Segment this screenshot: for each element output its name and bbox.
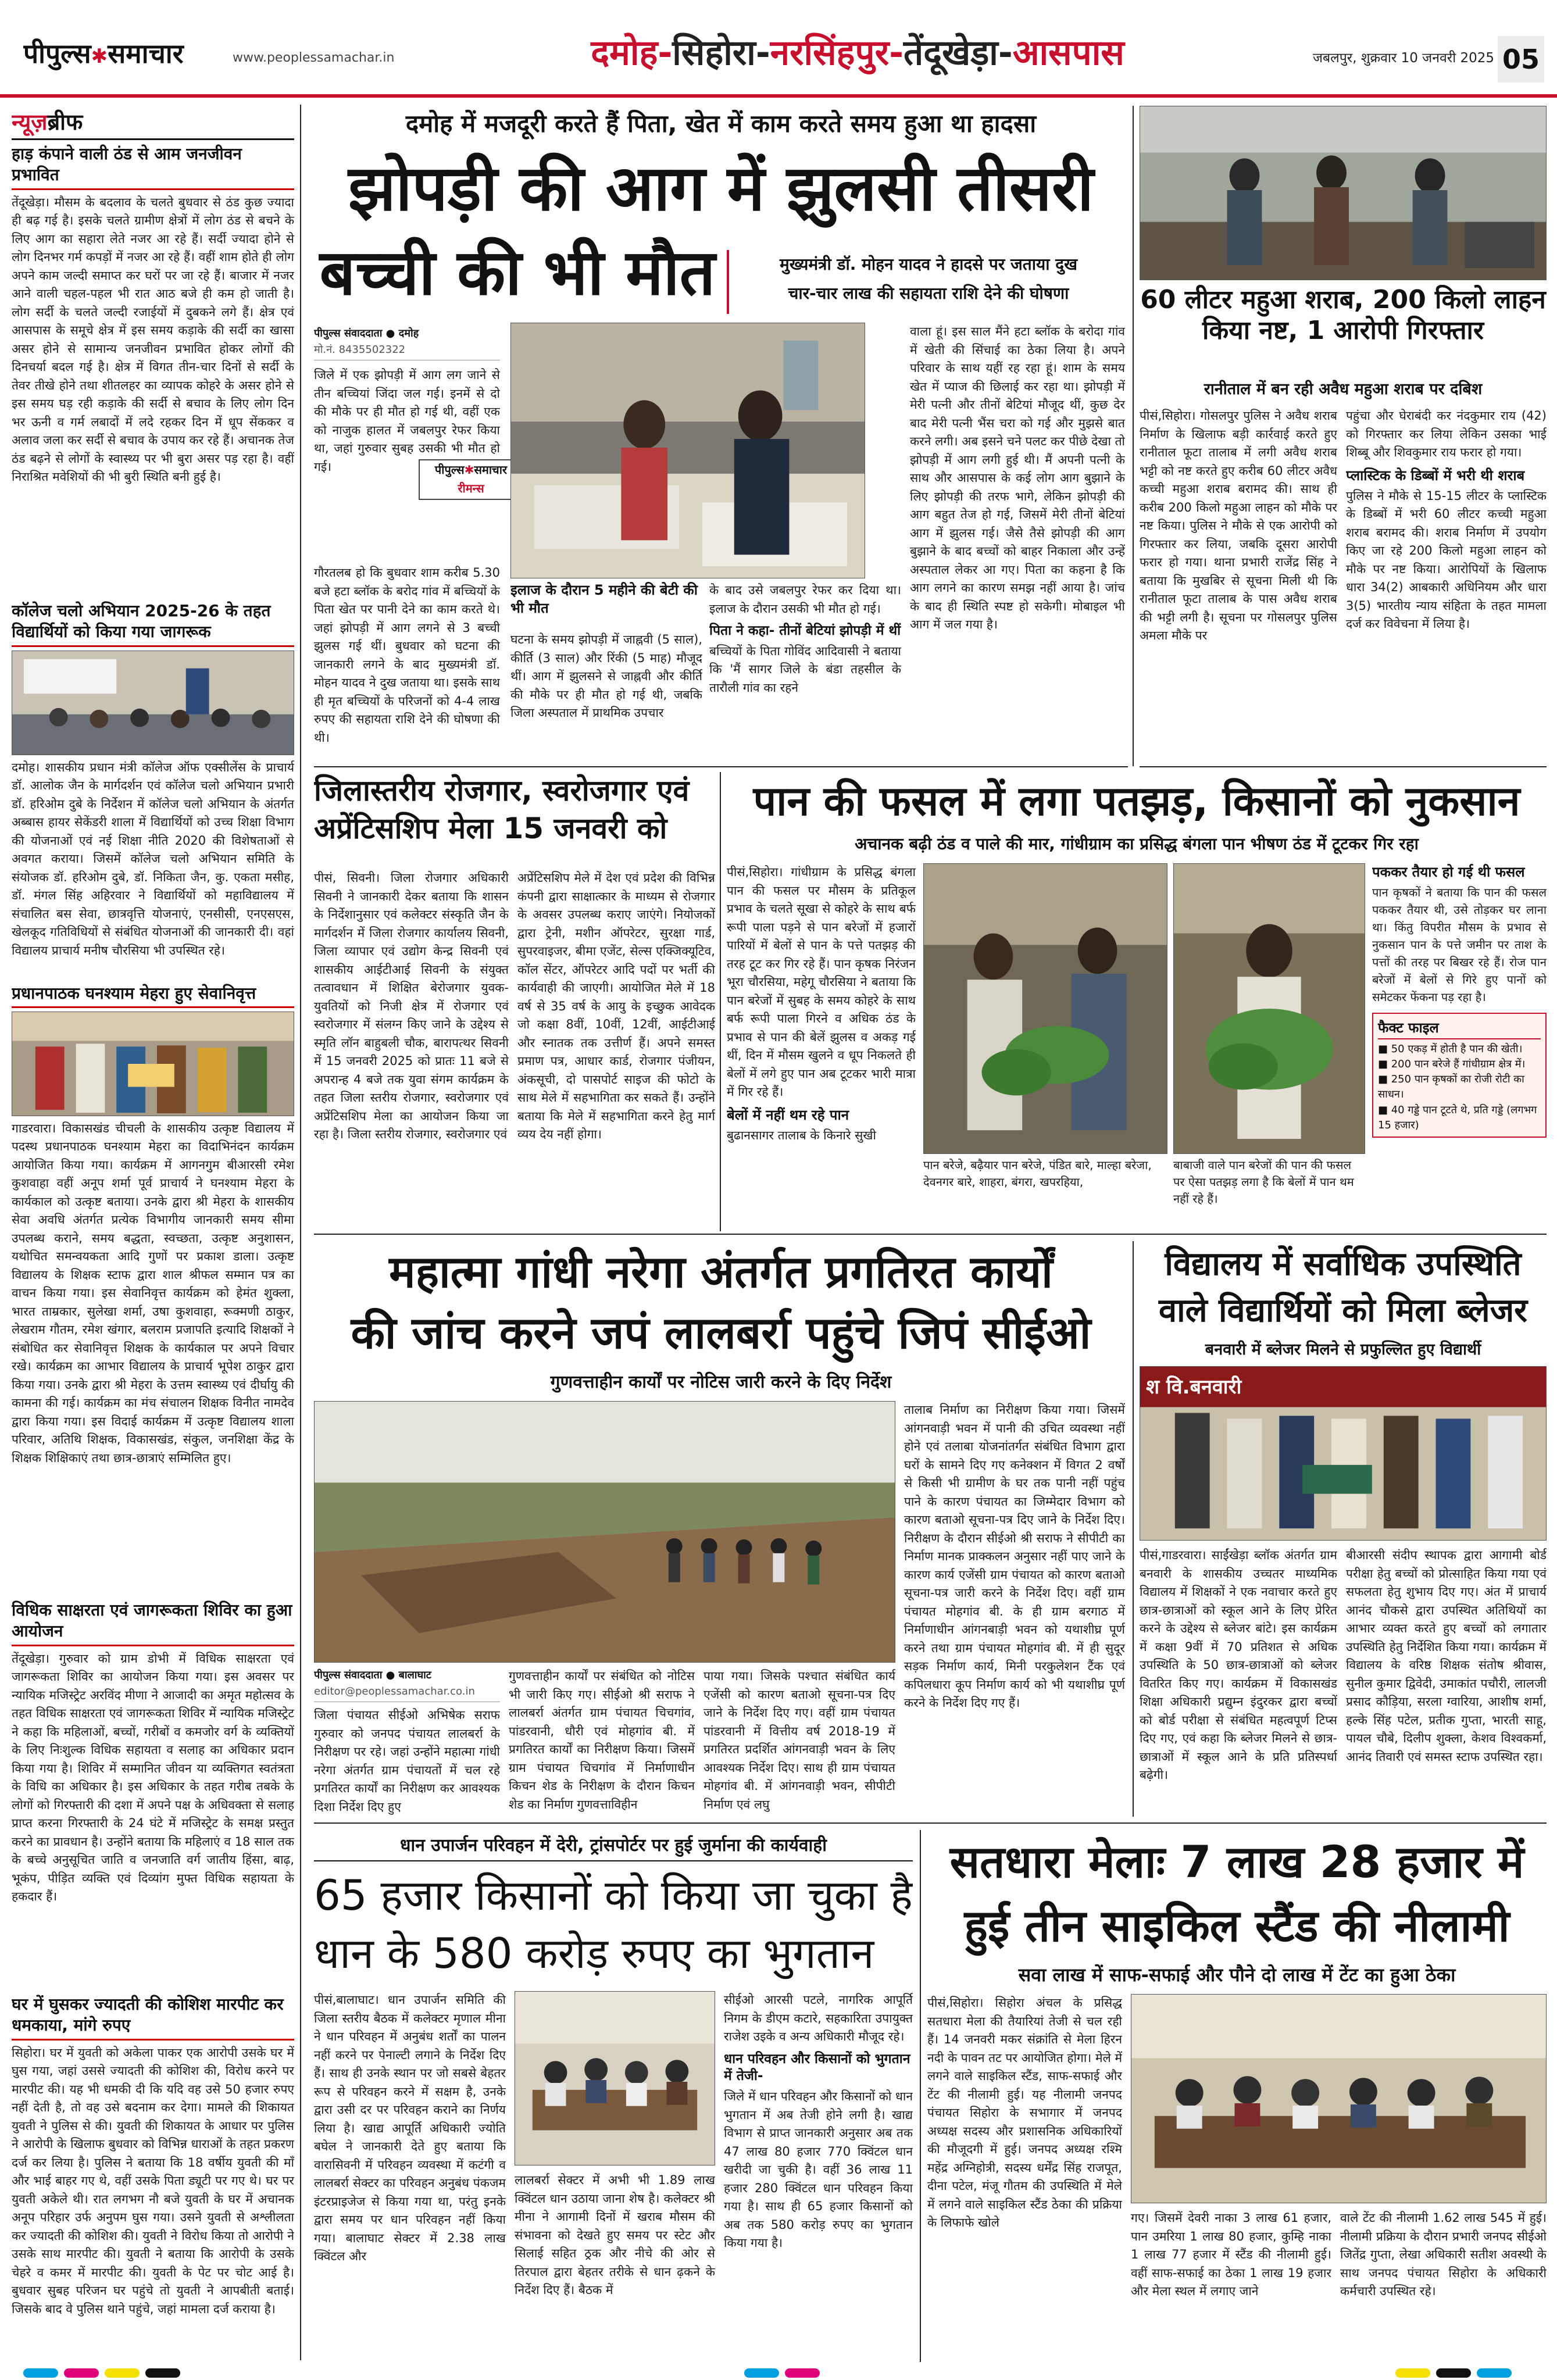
brief-text-legal-camp: तेंदूखेड़ा। गुरुवार को ग्राम डोभी में विधिक साक्षरता एवं जागरूकता शिविर का आयोजन किया गया। इस अवसर पर न्यायिक मजिस्ट्रेट अरविंद मीणा ने आजादी का अमृत महोत्सव के तहत विधिक साक्षरता एवं जागरूकता शिविर में न्यायिक मजिस्ट्रेट ने कहा कि महिलाओं, बच्चों, गरीबों व कमजोर वर्ग के व्यक्तियों के लिए निःशुल्क विधिक सहायता व सलाह का अधिकार प्रदान किया गया है। शिविर में सम्मानित जीवन या व्यक्तिगत स्वतंत्रता के विधि का अधिकार है। इस अधिकार के तहत गरीब तबके के लोगों को गिरफ्तारी की दशा में अपने पक्ष के अधिवक्ता से सलाह प्राप्त करना गिरफ्तारी के 24 घंटे में मजिस्ट्रेट के समक्ष प्रस्तुत करने का प्रावधान है। उन्होंने बताया कि महिलाएं व 18 साल तक के बच्चे अनुसूचित जाति व जनजाति वर्ग जातीय हिंसा, बाढ़, भूकंप, पीड़ित व्यक्ति एवं दिव्यांग मुफ्त विधिक सहायता के हकदार हैं। — [12, 1651, 294, 1904]
dhan-col3 — [724, 1991, 913, 2363]
nrega-byline-email[interactable]: editor@peoplessamachar.co.in — [314, 1685, 475, 1698]
photo-caption-hospital: इलाज के दौरान 5 महीने की बेटी की भी मौत — [510, 582, 698, 617]
sidehead-line2: चार-चार लाख की सहायता राशि देने की घोषणा — [788, 284, 1069, 303]
left-column-rule — [300, 105, 301, 2360]
paan-headline: पान की फसल में लगा पतझड़, किसानों को नुकसान — [753, 777, 1520, 825]
fire-col3 — [709, 581, 901, 763]
reg-swatch — [744, 2368, 779, 2378]
fire-story-sidehead — [727, 250, 1128, 314]
reg-swatch — [1436, 2368, 1471, 2378]
nrega-col1: जिला पंचायत सीईओ अभिषेक सराफ गुरुवार को जनपद पंचायत लालबर्रा के निरीक्षण पर रहे। जहां उन्होंने महात्मा गांधी नरेगा अंतर्गत ग्राम पंचायतों में चल रहे प्रगतिरत कार्यों का निरीक्षण कर आवश्यक दिशा निर्देश दिए हुए — [314, 1708, 500, 1814]
badge-a: पीपुल्स — [434, 463, 465, 477]
reg-swatch — [145, 2368, 180, 2378]
section-title — [500, 27, 1215, 79]
photo-blazer-distribution — [1140, 1366, 1547, 1541]
logo-left: पीपुल्स — [23, 38, 91, 69]
issue-date: जबलपुर, शुक्रवार 10 जनवरी 2025 — [1312, 51, 1494, 66]
mid-rule — [314, 1234, 1547, 1235]
paan-side-subhead: पककर तैयार हो गई थी फसल — [1372, 864, 1525, 880]
fact-file-box — [1372, 1013, 1547, 1138]
satdhara-headline-line1: सतधारा मेलाः 7 लाख 28 हजार में — [949, 1836, 1524, 1888]
page-number: 05 — [1498, 36, 1544, 83]
photo-college-classroom — [12, 651, 294, 755]
liquor-headline: 60 लीटर महुआ शराब, 200 किलो लाहन किया नष्ट, 1 आरोपी गिरफ्तार — [1140, 285, 1546, 345]
dhan-right-rule — [920, 1830, 921, 2362]
liquor-subhead: रानीताल में बन रही अवैध महुआ शराब पर दबिश — [1204, 380, 1483, 398]
liquor-col2 — [1346, 407, 1547, 763]
nrega-headline-line2: की जांच करने जपं लालबर्रा पहुंचे जिपं सीईओ — [351, 1307, 1091, 1359]
photo-dhan-meeting — [515, 1991, 715, 2165]
section-narsinghpur: नरसिंहपुर- — [770, 33, 904, 73]
badge-c: रीमन्स — [458, 481, 484, 495]
paan-col1-subhead: बेलों में नहीं थम रहे पान — [727, 1106, 849, 1123]
fire-col4: वाला हूं। इस साल मैंने हटा ब्लॉक के बरोदा गांव में खेती की सिंचाई का ठेका लिया है। अपने परिवार के साथ यहीं रह रहा हूं। शाम के समय खेत में प्याज की छिलाई कर रहा था। झोपड़ी में मेरी पत्नी और तीनों बेटियां मौजूद थीं, कुछ देर बाद मेरी पत्नी भैंस चरा को गई और मुझसे बात करने लगी। अब इसने चने पलट कर पीछे देखा तो झोपड़ी में आग लगी हुई थी। मैं अपनी पत्नी के साथ और आसपास के कई लोग आग बुझाने के लिए झोपड़ी की तरफ भागे, लेकिन झोपड़ी की आग बहुत तेज हो गई, जिसमें मेरी तीनों बेटियां आग में झुलस गई। जैसे तैसे झोपड़ी की आग बुझाने के बाद बच्चों को बाहर निकाला और उन्हें अस्पताल लेकर आ गए। पिता का कहना है कि आग लगने का कारण समझ नहीं आया है। जांच के बाद ही स्थिति स्पष्ट हो सकेगी। मोबाइल भी आग में जल गया है। — [910, 324, 1125, 631]
liquor-col1: पीसं,सिहोरा। गोसलपुर पुलिस ने अवैध शराब निर्माण के खिलाफ बड़ी कार्रवाई करते हुए रानीताल फूटा तालाब में लगी अवैध शराब भट्टी को नष्ट करते हुए करीब 60 लीटर अवैध कच्ची महुआ शराब बरामद की। साथ ही करीब 200 किलो महुआ लाहन को मौके पर नष्ट किया। पुलिस ने मौके से एक आरोपी को गिरफ्तार कर लिया, जबकि दूसरा आरोपी फरार हो गया। थाना प्रभारी राजेंद्र सिंह ने बताया कि मुखबिर से सूचना मिली थी कि रानीताल फूटा तालाब के पास अवैध शराब की भट्टी लगी है। सूचना पर गोसलपुर पुलिस अमला मौके पर — [1140, 409, 1337, 642]
logo-right: समाचार — [108, 38, 184, 69]
blazer-headline-line2: वाले विद्यार्थियों को मिला ब्लेजर — [1158, 1292, 1528, 1330]
right-column-rule — [1133, 106, 1134, 766]
logo-star-icon: ✱ — [91, 45, 108, 68]
brief-headline-legal-camp: विधिक साक्षरता एवं जागरूकता शिविर का हुआ आयोजन — [12, 1600, 294, 1646]
print-registration-bar — [0, 2366, 1557, 2380]
brief-text-retirement: गाडरवारा। विकासखंड चीचली के शासकीय उत्कृष्ट विद्यालय में पदस्थ प्रधानपाठक घनश्याम मेहरा का विदाभिनंदन कार्यक्रम आयोजित किया गया। कार्यक्रम में आगनगुम बीआरसी रमेश कुशवाहा वहीं अनूप शर्मा पूर्व प्राचार्य ने घनश्याम मेहरा के कार्यकाल को उत्कृष्ट बताया। उनके द्वारा श्री मेहरा के शासकीय सेवा अवधि अंतर्गत प्रत्येक विभागीय जानकारी समय सीमा उपलब्ध कराने, समय बद्धता, स्वच्छता, उत्कृष्ट अनुशासन, यथोचित समन्वयकता आदि गुणों पर प्रकाश डाला। उत्कृष्ट विद्यालय के शिक्षक स्टाफ द्वारा शाल श्रीफल सम्मान पत्र का वाचन किया गया। इस सेवानिवृत्त कार्यक्रम को हेमंत शुक्ला, भारत ताम्रकार, सुलेखा शर्मा, उषा कुशवाहा, रूक्मणी ठाकुर, लेखराम गौतम, रमेश खंगार, बलराम प्रजापति इत्यादि शिक्षकों ने संबोधित कर सेवानिवृत्त शिक्षक के कार्यकाल पर अपने विचार रखे। कार्यक्रम का आभार विद्यालय के प्राचार्य भूपेश ठाकुर द्वारा किया गया। उनके द्वारा श्री मेहरा के उत्तम स्वास्थ्य एवं दीर्घायु की कामना की गई। कार्यक्रम का मंच संचालन शिक्षक विनीत नामदेव द्वारा किया गया। इस विदाई कार्यक्रम में उत्कृष्ट विद्यालय शाला परिवार, अतिथि शिक्षक, विकासखंड, संकुल, जनशिक्षा केंद्र के शिक्षक शिक्षिकाएं तथा छात्र-छात्राएं सम्मिलित हुए। — [12, 1121, 294, 1465]
fire-story-byline — [314, 326, 500, 360]
paan-col1-text: पीसं,सिहोरा। गांधीग्राम के प्रसिद्ध बंगला पान की फसल पर मौसम के प्रतिकूल प्रभाव के चलते सूखा से कोहरे के साथ बर्फ रूपी पाला पड़ने से पान बरेजों में हजारों पारियों में बेलों से पान के पत्ते पतझड़ की तरह टूट कर गिर रहे हैं। पान कृषक निरंजन भूरा चौरसिया, महेगू चौरसिया ने बताया कि पान बरेजों में सुबह के समय कोहरे के साथ बर्फ रूपी पाला गिरने व अधिक ठंड के प्रभाव से पान की बेलें झुलस व अकड़ गई थीं, दिन में मौसम खुलने व धूप निकलते ही बेलों में लगे हुए पान अब टूटकर भारी मात्रा में गिर रहे हैं। — [727, 865, 916, 1099]
satdhara-subhead: सवा लाख में साफ-सफाई और पौने दो लाख में टेंट का हुआ ठेका — [1018, 1964, 1456, 1986]
photo-hospital-ward — [510, 323, 865, 578]
rojgar-col1: पीसं, सिवनी। जिला रोजगार अधिकारी सिवनी ने जानकारी देकर बताया कि शासन के निर्देशानुसार एवं कलेक्टर संस्कृति जैन के मार्गदर्शन में जिला रोजगार कार्यालय सिवनी, जिला व्यापार एवं उद्योग केन्द्र सिवनी एवं शासकीय आईटीआई सिवनी के संयुक्त तत्वावधान में शिक्षित बेरोजगार युवक-युवतियों को निजी क्षेत्र में रोजगार एवं स्वरोजगार में संलग्न किए जाने के उद्देश्य से स्मृति लॉन बाहुबली चौक, बारापत्थर सिवनी में 15 जनवरी 2025 को प्रातः 11 बजे से अपरान्ह 4 बजे तक युवा संगम कार्यक्रम के तहत जिला स्तरीय रोजगार, स्वरोजगार एवं अप्रेंटिसशिप मेला का आयोजन किया जा रहा है। जिला स्तरीय रोजगार, स्वरोजगार एवं — [314, 871, 509, 1141]
news-brief-label — [12, 106, 294, 140]
fire-story-headline-line2: बच्ची की भी मौत — [319, 237, 716, 309]
fire-col3-subhead: पिता ने कहा- तीनों बेटियां झोपड़ी में थीं — [709, 623, 901, 638]
blazer-photo-banner: श वि.बनवारी — [1146, 1375, 1242, 1399]
fact-item: ■ 250 पान कृषकों का रोजी रोटी का साधन। — [1378, 1073, 1524, 1101]
reg-swatch — [1395, 2368, 1430, 2378]
liquor-col2-text: पहुंचा और घेराबंदी कर नंदकुमार राय (42) को गिरफ्तार कर लिया लेकिन उसका भाई शिब्बू और शिवकुमार राय फरार हो गया। — [1346, 409, 1547, 459]
paan-side-column — [1372, 863, 1547, 1230]
fact-item: ■ 200 पान बरेजे हैं गांधीग्राम क्षेत्र में। — [1378, 1058, 1526, 1071]
news-brief-column — [12, 106, 294, 2364]
satdhara-col1: पीसं,सिहोरा। सिहोरा अंचल के प्रसिद्ध सतधारा मेला की तैयारियां तेजी से चल रही हैं। 14 जनवरी मकर संक्रांति से मेला हिरन नदी के पावन तट पर आयोजित होगा। मेले में लगने वाले साइकिल स्टैंड, साफ-सफाई और टेंट की नीलामी हुई। यह नीलामी जनपद पंचायत सिहोरा के सभागार में जनपद अध्यक्ष सदस्य और प्रशासनिक अधिकारियों की मौजूदगी में हुई। जनपद अध्यक्ष रश्मि महेंद्र अग्निहोत्री, सदस्य धर्मेंद्र सिंह राजपूत, दीना पटेल, मंजू गौतम की उपस्थिति में मेले में लगने वाले साइकिल स्टैंड ठेका की प्रक्रिया के लिफाफे खोले — [927, 1996, 1122, 2229]
photo-satdhara-auction — [1131, 1994, 1547, 2203]
blazer-subhead: बनवारी में ब्लेजर मिलने से प्रफुल्लित हुए विद्यार्थी — [1205, 1341, 1481, 1359]
paan-side-text: पान कृषकों ने बताया कि पान की फसल पककर तैयार थी, उसे तोड़कर घर लाना था। किंतु विपरीत मौसम के प्रभाव से नुकसान पान के पत्ते जमीन पर ताश के पत्तों की तरह पर बिखर रहे हैं। रोज पान बरेजों में बेलों से गिरे हुए पानों को समेटकर फेंकना पड़ रहा है। — [1372, 885, 1547, 1005]
paan-photo-caption-2: बाबाजी वाले पान बरेजों की पान की फसल पर ऐसा पतझड़ लगा है कि बेलों में पान थम नहीं रहे हैं। — [1173, 1158, 1354, 1206]
nrega-byline-text: पीपुल्स संवाददाता ● बालाघाट — [314, 1669, 431, 1681]
reg-swatch — [1477, 2368, 1512, 2378]
fact-item: ■ 40 गड्डे पान टूटते थे, प्रति गड्डे (लगभग 15 हजार) — [1378, 1103, 1537, 1131]
nrega-subhead: गुणवत्ताहीन कार्यों पर नोटिस जारी करने के दिए निर्देश — [550, 1372, 892, 1392]
blazer-col2: बीआरसी संदीप स्थापक द्वारा आगामी बोर्ड परीक्षा हेतु बच्चों को प्रोत्साहित किया गया एवं सफलता हेतु शुभाय दिए गए। अंत में प्राचार्य आनंद चौकसे द्वारा उपस्थित अतिथियों का आभार व्यक्त करते हुए बच्चों को लगातार उपस्थिति हेतु निर्देशित किया गया। कार्यक्रम में विद्यालय के वरिष्ठ शिक्षक संतोष श्रीवास, सुनील कुमार द्विवेदी, उमाकांत पचौरी, लालजी प्रसाद कौड़िया, सरला ग्वारिया, आशीष शर्मा, हल्के सिंह पटेल, प्रतीक गुप्ता, भारती साहू, पायल चौबे, दिलीप शुक्ला, केशव विश्वकर्मा, आनंद तिवारी एवं समस्त स्टाफ उपस्थित रहा। — [1346, 1548, 1547, 1764]
dhan-col2: लालबर्रा सेक्टर में अभी भी 1.89 लाख क्विंटल धान उठाया जाना शेष है। कलेक्टर श्री मीना ने आगामी दिनों में खराब मौसम की संभावना को देखते हुए समय पर स्टेट और सिलाई सहित ठ्रक और नीचे की ओर से तिरपाल द्वारा बेहतर तरीके से धान ढ़कने के निर्देश दिए हैं। बैठक में — [515, 2173, 715, 2297]
reg-swatch — [105, 2368, 140, 2378]
brief-label-b: ब्रीफ — [47, 109, 83, 135]
section-aaspaas: आसपास — [1012, 33, 1124, 73]
dhan-headline-line2: धान के 580 करोड़ रुपए का भुगतान — [314, 1929, 874, 1978]
masthead — [0, 0, 1557, 98]
satdhara-col2: गए। जिसमें देवरी नाका 3 लाख 61 हजार, पान उमरिया 1 लाख 80 हजार, कुम्हि नाका 1 लाख 77 हजार में स्टैंड की नीलामी हुई। वहीं साफ-सफाई का ठेका 1 लाख 19 हजार और मेला स्थल में लगाए जाने — [1131, 2211, 1331, 2298]
nrega-col2: गुणवत्ताहीन कार्यों पर संबंधित को नोटिस भी जारी किए गए। सीईओ श्री सराफ ने लालबर्रा अंतर्गत ग्राम पंचायत चिचगांव, पांडरवानी, धौरी एवं मोहगांव बी. में प्रगतिरत कार्यों का निरीक्षण किया। जिसमें ग्राम पंचायत चिचगांव में निर्माणाधीन किचन शेड के निरीक्षण के दौरान किचन शेड का निर्माण गुणवत्ताविहीन — [509, 1669, 695, 1811]
photo-retirement-ceremony — [12, 1012, 294, 1116]
blazer-headline-line1: विद्यालय में सर्वाधिक उपस्थिति — [1165, 1245, 1522, 1283]
photo-nrega-site — [314, 1401, 895, 1663]
fire-story-kicker: दमोह में मजदूरी करते हैं पिता, खेत में काम करते समय हुआ था हादसा — [405, 109, 1037, 138]
brief-text-assault: सिहोरा। घर में युवती को अकेला पाकर एक आरोपी उसके घर में घुस गया, जहां उससे ज्यादती की कोशिश की, विरोध करने पर मारपीट की। यह भी धमकी दी कि यदि वह उसे 50 हजार रुपए नहीं देती है, तो वह उसे बदनाम कर देगा। मामले की शिकायत युवती ने पुलिस से की। युवती की शिकायत के आधार पर पुलिस ने आरोपी के खिलाफ बुधवार को विभिन्न धाराओं के तहत प्रकरण दर्ज कर लिया है। पुलिस ने बताया कि 18 वर्षीय युवती की माँ और भाई बाहर गए थे, वहीं उसके पिता ड्यूटी पर गए थे। घर पर युवती अकेले थी। रात लगभग नौ बजे युवती के घर में अचानक अनूप परिहार उर्फ अनुपम घुस गया। उसने युवती से अश्लीलता कर ज्यादती की कोशिश की। युवती ने विरोध किया तो आरोपी ने उसके साथ मारपीट की। युवती ने बताया कि आरोपी के उसके चेहरे व कमर में मारपीट की। युवती के पेट पर चोट आई है। बुधवार सुबह परिजन घर पहुंचे तो युवती ने आपबीती बताई। जिसके बाद वे पुलिस थाने पहुंचे, जहां मामला दर्ज कराया है। — [12, 2045, 294, 2316]
reg-swatch — [785, 2368, 820, 2378]
nrega-right-rule — [1133, 1241, 1134, 1817]
dhan-headline-line1: 65 हजार किसानों को किया जा चुका है — [314, 1871, 913, 1920]
site-url[interactable]: www.peoplessamachar.in — [233, 51, 395, 65]
dhan-col3-subhead: धान परिवहन और किसानों को भुगतान में तेजी- — [724, 2051, 910, 2084]
nrega-col3: पाया गया। जिसके पश्चात संबंधित कार्य एजेंसी को कारण बताओ सूचना-पत्र दिए जाने के निर्देश दिए गए। वहीं ग्राम पंचायत पांडरवानी में वित्तीय वर्ष 2018-19 में प्रगतिरत प्रदर्शित आंगनवाड़ी भवन के लिए आवश्यक निर्देश दिए। साथ ही ग्राम पंचायत मोहगांव बी. में आंगनवाड़ी भवन, सीपीटी निर्माण एवं लघु — [703, 1669, 895, 1811]
fire-story-headline-line1: झोपड़ी की आग में झुलसी तीसरी — [348, 152, 1094, 225]
fact-item: ■ 50 एकड़ में होती है पान की खेती। — [1378, 1043, 1523, 1056]
dhan-col3-text: सीईओ आरसी पटले, नागरिक आपूर्ति निगम के डीएम कटारे, सहकारिता उपायुक्त राजेश उइके व अन्य अधिकारी मौजूद रहे। — [724, 1993, 913, 2043]
blazer-col1: पीसं,गाडरवारा। साईंखेड़ा ब्लॉक अंतर्गत ग्राम बनवारी के शासकीय उच्चतर माध्यमिक विद्यालय में शिक्षकों ने एक नवाचार करते हुए छात्र-छात्राओं को स्कूल आने के लिए प्रेरित करने के उद्देश्य से ब्लेजर बांटे। इस कार्यक्रम में कक्षा 9वीं में 70 प्रतिशत से अधिक उपस्थिति के 50 छात्र-छात्राओं को ब्लेजर वितरित किए गए। कार्यक्रम में विकासखंड शिक्षा अधिकारी प्रद्युम्न इंदुरकर द्वारा बच्चों को बोर्ड परीक्षा से संबंधित महत्वपूर्ण टिप्स दिए गए, एवं कहा कि ब्लेजर मिलने से छात्र-छात्राओं में स्कूल आने के प्रति प्रतिस्पर्धा बढ़ेगी। — [1140, 1548, 1337, 1782]
brief-text-college: दमोह। शासकीय प्रधान मंत्री कॉलेज ऑफ एक्सीलेंस के प्राचार्य डॉ. आलोक जैन के मार्गदर्शन एवं कॉलेज चलो अभियान प्रभारी डॉ. हरिओम दुबे के निर्देशन में कॉलेज चलो अभियान के अंतर्गत अब्बास हायर सेकेंडरी शाला में विद्यार्थियों को उच्च शिक्षा विभाग की योजनाओं एवं नई शिक्षा नीति 2020 की विशेषताओं से अवगत कराया। जिसमें कॉलेज चलो अभियान समिति के संयोजक डॉ. हरिओम दुबे, डॉ. निकिता जैन, कु. एकता मसीह, डॉ. मंगल सिंह अहिरवार ने विद्यार्थियों को महाविद्यालय में संचालित बस सेवा, छात्रवृत्ति योजनाएं, एनसीसी, एनएसएस, खेलकूद गतिविधियों से संबंधित योजनाओं की जानकारी दी। वहां विद्यालय प्राचार्य मनीष चौरसिया भी उपस्थित रहे। — [12, 760, 294, 957]
reg-swatch — [23, 2368, 58, 2378]
dhan-kicker: धान उपार्जन परिवहन में देरी, ट्रांसपोर्टर पर हुई जुर्माना की कार्यवाही — [314, 1830, 913, 1861]
paan-col1 — [727, 863, 916, 1230]
sidehead-line1: मुख्यमंत्री डॉ. मोहन यादव ने हादसे पर जताया दुख — [779, 255, 1078, 274]
paper-logo — [23, 36, 215, 71]
brief-headline-cold: हाड़ कंपाने वाली ठंड से आम जनजीवन प्रभावित — [12, 144, 294, 190]
fire-col3-text: के बाद उसे जबलपुर रेफर कर दिया था। इलाज के दौरान उसकी भी मौत हो गई। — [709, 583, 901, 616]
liquor-col2-text-b: पुलिस ने मौके से 15-15 लीटर के प्लास्टिक के डिब्बों में भरी 60 लीटर कच्ची महुआ शराब बरामद की। शराब निर्माण में उपयोग किए जा रहे 200 किलो महुआ लाहन को मौके पर नष्ट किया। आरोपियों के खिलाफ धारा 34(2) आबकारी अधिनियम और धारा 3(5) भारतीय न्याय संहिता के तहत मामला दर्ज कर विवेचना में लिया है। — [1346, 488, 1547, 631]
nrega-headline-line1: महात्मा गांधी नरेगा अंतर्गत प्रगतिरत कार्यों — [389, 1246, 1053, 1298]
brief-headline-retirement: प्रधानपाठक घनश्याम मेहरा हुए सेवानिवृत्त — [12, 983, 294, 1008]
photo-liquor-raid — [1140, 106, 1547, 280]
badge-b: समाचार — [474, 463, 508, 477]
photo-paan-farmers-2 — [1173, 863, 1365, 1154]
right-top-bottom-rule — [1140, 766, 1547, 767]
fire-col3-text-b: बच्चियों के पिता गोविंद आदिवासी ने बताया कि 'मैं सागर जिले के बंडा तहसील के तारौली गांव का रहने — [709, 644, 901, 695]
brief-headline-assault: घर में घुसकर ज्यादती की कोशिश मारपीट कर धमकाया, मांगे रुपए — [12, 1994, 294, 2040]
fact-file-title: फैक्ट फाइल — [1378, 1017, 1541, 1039]
brief-text-cold: तेंदूखेड़ा। मौसम के बदलाव के चलते बुधवार से ठंड कुछ ज्यादा ही बढ़ गई है। इसके चलते ग्रामीण क्षेत्रों में लोग ठंड से बचने के लिए आग का सहारा लेते नजर आ रहे हैं। सर्दी ज्यादा होने से लोग दिनभर गर्म कपड़ों में नजर आ रहे हैं। वहीं शाम होते ही लोग अपने काम जल्दी समाप्त कर घरों पर जा रहे हैं। बाजार में नजर आने वाली चहल-पहल भी रात आठ बजे ही कम हो जाती है। लोग सर्दी के चलते जल्दी रजाईयों में दुबकने लगे हैं। क्षेत्र एवं आसपास के समूचे क्षेत्र में इस समय कड़ाके की सर्दी का खासा असर होने से सामान्य जनजीवन प्रभावित होकर लोगों की दिनचर्या बदल गई है। क्षेत्र में विगत तीन-चार दिनों से सर्दी के तेवर तीखे होने तथा शीतलहर का व्यापक कोहरे के असर होने से इस समय घड़ रही कड़ाके की सर्दी से बचाव के लिए लोग दिन भर ऊनी व गर्म लबादों में लदे रहकर दिन में धूप सेंककर व अलाव जला कर सर्दी से बचाव के उपाय कर रहे हैं। अचानक तेज ठंड बढ़ने से लोगों के स्वास्थ्य पर भी बुरा असर पड़ रहा है। वहीं निराश्रित मवेशियों की भी बुरी स्थिति बनी हुई है। — [12, 195, 294, 484]
rojgar-col2: अप्रेंटिसशिप मेले में देश एवं प्रदेश की विभिन्न कंपनी द्वारा साक्षात्कार के माध्यम से रोजगार के अवसर उपलब्ध कराए जाएंगे। नियोजकों द्वारा ट्रेनी, मशीन ऑपरेटर, सुरक्षा गार्ड, सुपरवाइजर, बीमा एजेंट, सेल्स एक्जिक्यूटिव, कॉल सेंटर, ऑपरेटर आदि पदों पर भर्ती की कार्यवाही की जाएगी। आयोजित मेले में 18 वर्ष से 35 वर्ष के आयु के इच्छुक आवेदक जो कक्षा 8वीं, 10वीं, 12वीं, आईटीआई और स्नातक तक उत्तीर्ण हैं। अपने समस्त प्रमाण पत्र, आधार कार्ड, रोजगार पंजीयन, अंकसूची, दो पासपोर्ट साइज की फोटो के साथ मेले में सहभागिता कर सकते हैं। उन्होंने बताया कि मेले में सहभागिता करने हेतु मार्ग व्यय देय नहीं होगा। — [517, 871, 715, 1141]
dhan-col3-text-b: जिले में धान परिवहन और किसानों को धान भुगतान में अब तेजी होने लगी है। खाद्य विभाग से प्राप्त जानकारी अनुसार अब तक 47 लाख 80 हजार 770 क्विंटल धान खरीदी जा चुकी है। वहीं 36 लाख 11 हजार 280 क्विंटल धान परिवहन किया गया है। साथ ही 65 हजार किसानों को अब तक 580 करोड़ रुपए का भुगतान किया गया है। — [724, 2089, 913, 2250]
lower-rule — [314, 1822, 1547, 1824]
fire-col2: घटना के समय झोपड़ी में जाह्नवी (5 साल), कीर्ति (3 साल) और रिंकी (5 माह) मौजूद थीं। आग में झुलसने से जाह्नवी और कीर्ति की मौके पर ही मौत हो गई थी, जबकि जिला अस्पताल में प्राथमिक उपचार — [510, 632, 702, 720]
nrega-byline — [314, 1667, 500, 1702]
fire-publication-badge — [419, 459, 523, 500]
section-tendukheda: तेंदूखेड़ा- — [904, 33, 1013, 73]
brief-label-a: न्यूज़ — [12, 109, 48, 135]
paan-col1-text-b: बुढानसागर तालाब के किनारे सुखी — [727, 1128, 876, 1142]
byline-mobile: मो.नं. 8435502322 — [314, 344, 406, 356]
byline-text: पीपुल्स संवाददाता ● दमोह — [314, 327, 419, 340]
photo-paan-farmers-1 — [923, 863, 1167, 1154]
paan-subhead: अचानक बढ़ी ठंड व पाले की मार, गांधीग्राम का प्रसिद्ध बंगला पान भीषण ठंड में टूटकर गिर रहा — [855, 834, 1419, 853]
liquor-col2-subhead: प्लास्टिक के डिब्बों में भरी थी शराब — [1346, 467, 1525, 484]
brief-headline-college: कॉलेज चलो अभियान 2025-26 के तहत विद्यार्थियों को किया गया जागरूक — [12, 601, 294, 647]
satdhara-col3: वाले टेंट की नीलामी 1.62 लाख 545 में हुई। नीलामी प्रक्रिया के दौरान प्रभारी जनपद सीईओ जितेंद्र गुप्ता, लेखा अधिकारी सतीश अवस्थी के साथ जनपद पंचायत सिहोरा के अधिकारी कर्मचारी उपस्थित रहे। — [1340, 2211, 1547, 2298]
reg-swatch — [64, 2368, 99, 2378]
nrega-col4: तालाब निर्माण का निरीक्षण किया गया। जिसमें आंगनवाड़ी भवन में पानी की उचित व्यवस्था नहीं होने एवं तलाबा योजनांतर्गत संबंधित विभाग द्वारा घरों के सामने दिए गए कनेक्शन में विगत 2 वर्षों से किसी भी ग्रामीण के घर तक पानी नहीं पहुंच पाने के कारण पंचायत का जिम्मेदार विभाग को कारण बताओ सूचना-पत्र दिए जाने के निर्देश दिए। निरीक्षण के दौरान सीईओ श्री सराफ ने सीपीटी का निर्माण मानक प्राक्कलन अनुसार नहीं पाए जाने के कारण कार्य एजेंसी ग्राम पंचायत को कारण बताओ सूचना-पत्र जारी करने के निर्देश दिए। वहीं ग्राम पंचायत मोहगांव बी. के ही ग्राम बरगाठ में निर्माणाधीन आंगनबाड़ी भवन को यथाशीघ्र पूर्ण करने तथा ग्राम पंचायत मोहगांव बी. में ही सुदूर सड़क निर्माण कार्य, मिनी परकुलेशन टैंक एवं कपिलधारा कूप निर्माण कार्य को भी यथाशीघ्र पूर्ण करने के निर्देश दिए गए हैं। — [904, 1403, 1125, 1710]
fire-bottom-rule — [314, 766, 1128, 767]
badge-star-icon: ✱ — [464, 463, 474, 477]
section-sihora: सिहोरा- — [672, 33, 770, 73]
paan-photo-caption-1: पान बरेजे, बढ़ैयार पान बरेजे, पंडित बारे, माल्हा बरेजा, देवनगर बारे, शाहरा, बंगरा, खपरहिया, — [923, 1158, 1152, 1189]
fire-col1-b: गौरतलब हो कि बुधवार शाम करीब 5.30 बजे हटा ब्लॉक के बरोद गांव में बच्चियों के पिता खेत पर पानी देने का काम करते थे। जहां झोपड़ी में आग लगने से 3 बच्ची झुलस गई थीं। बुधवार को घटना की जानकारी लगने के बाद मुख्यमंत्री डॉ. मोहन यादव ने दुख जताया था। इसके साथ ही मृत बच्चियों के परिजनों को 4-4 लाख रुपए की सहायता राशि देने की घोषणा की थी। — [314, 566, 500, 745]
rojgar-headline: जिलास्तरीय रोजगार, स्वरोजगार एवं अप्रेंटिसशिप मेला 15 जनवरी को — [314, 774, 690, 845]
rojgar-right-rule — [720, 772, 721, 1231]
section-damoh: दमोह- — [591, 33, 673, 73]
satdhara-headline-line2: हुई तीन साइकिल स्टैंड की नीलामी — [964, 1900, 1510, 1952]
dhan-col1: पीसं,बालाघाट। धान उपार्जन समिति की जिला स्तरीय बैठक में कलेक्टर मृणाल मीना ने धान परिवहन में अनुबंध शर्तों का पालन नहीं करने पर पेनाल्टी लगाने के निर्देश दिए हैं। साथ ही उनके स्थान पर जो सबसे बेहतर रूप से परिवहन करने में सक्षम है, उनके द्वारा उसी दर पर परिवहन कराने का निर्णय लिया है। खाद्य आपूर्ति अधिकारी ज्योति बघेल ने जानकारी देते हुए बताया कि वारासिवनी में परिवहन व्यवस्था में कटंगी व लालबर्रा सेक्टर का परिवहन अनुबंध पंकजम इंटरप्राइजेज से किया गया था, परंतु इनके द्वारा समय पर धान परिवहन नहीं किया गया। बालाघाट सेक्टर में 2.38 लाख क्विंटल और — [314, 1993, 506, 2263]
fire-col1-a: जिले में एक झोपड़ी में आग लग जाने से तीन बच्चियां जिंदा जल गई। इनमें से दो की मौके पर ही मौत हो गई थी, वहीं एक को नाजुक हालत में जबलपुर रेफर किया था, जहां गुरुवार सुबह उसकी भी मौत हो गई। — [314, 368, 500, 474]
